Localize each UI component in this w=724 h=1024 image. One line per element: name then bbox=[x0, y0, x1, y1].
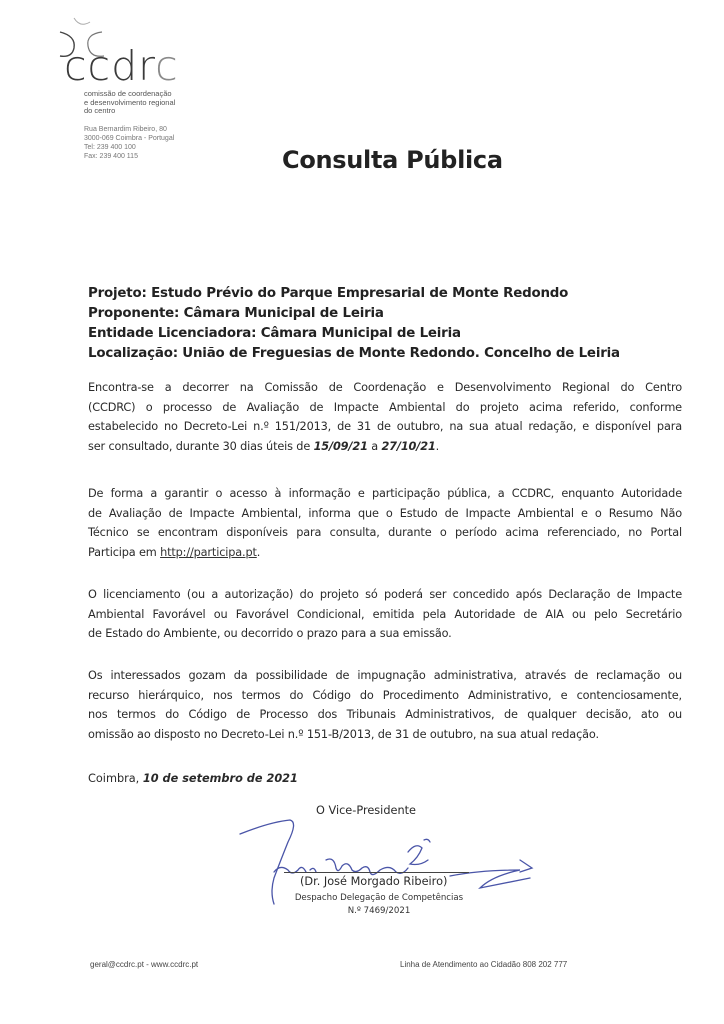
project-licensing-entity: Entidade Licenciadora: Câmara Municipal de Leiria bbox=[88, 326, 461, 341]
paragraph-appeal-rights bbox=[88, 666, 682, 744]
organization-name bbox=[84, 90, 175, 116]
text-line: Encontra-se a decorrer na Comissão de Coordenação e Desenvolvimento Regional do Centro bbox=[88, 381, 682, 394]
text-line bbox=[88, 543, 682, 563]
dispatch-number: N.º 7469/2021 bbox=[347, 906, 411, 916]
signatory-role: O Vice-Presidente bbox=[316, 804, 416, 817]
text-line: Técnico se encontram disponíveis para consulta, durante o período acima referenciado, no Portal bbox=[88, 526, 682, 539]
text-fragment: . bbox=[435, 439, 440, 453]
ccdrc-logo: ccdrc bbox=[64, 42, 179, 90]
project-name: Projeto: Estudo Prévio do Parque Empresarial de Monte Redondo bbox=[88, 286, 569, 301]
text-line: de Estado do Ambiente, ou decorrido o prazo para a sua emissão. bbox=[88, 627, 452, 640]
document-title: Consulta Pública bbox=[282, 146, 503, 174]
org-name-line: e desenvolvimento regional bbox=[84, 97, 176, 107]
text-line: De forma a garantir o acesso à informação e participação pública, a CCDRC, enquanto Autoridade bbox=[88, 487, 682, 500]
text-line bbox=[88, 437, 682, 457]
consultation-end-date: 27/10/21 bbox=[381, 439, 436, 453]
footer-contact: geral@ccdrc.pt - www.ccdrc.pt bbox=[90, 960, 199, 969]
project-proponent: Proponente: Câmara Municipal de Leiria bbox=[88, 306, 384, 321]
address-street: Rua Bernardim Ribeiro, 80 bbox=[84, 126, 167, 133]
text-fragment: ser consultado, durante 30 dias úteis de bbox=[88, 439, 314, 453]
project-location: Localização: União de Freguesias de Monte Redondo. Concelho de Leiria bbox=[88, 346, 620, 361]
paragraph-licensing bbox=[88, 585, 682, 644]
text-line: nos termos do Código de Processo dos Tribunais Administrativos, de qualquer decisão, ato ou bbox=[88, 708, 682, 721]
signature-line bbox=[284, 872, 469, 873]
dispatch-title: Despacho Delegação de Competências bbox=[294, 893, 464, 903]
text-fragment: . bbox=[256, 545, 261, 559]
footer-helpline: Linha de Atendimento ao Cidadão 808 202 777 bbox=[400, 960, 568, 969]
signatory-name: (Dr. José Morgado Ribeiro) bbox=[300, 875, 448, 888]
text-line: estabelecido no Decreto-Lei n.º 151/2013, de 31 de outubro, na sua atual redação, e disponível para bbox=[88, 420, 682, 433]
project-info bbox=[88, 284, 688, 364]
text-line: de Avaliação de Impacte Ambiental, informa que o Estudo de Impacte Ambiental e o Resumo Não bbox=[88, 506, 682, 520]
text-line: Ambiental Favorável ou Favorável Condicional, emitida pela Autoridade de AIA ou pelo Secretário bbox=[88, 607, 682, 621]
text-line: omissão ao disposto no Decreto-Lei n.º 151-B/2013, de 31 de outubro, na sua atual redação. bbox=[88, 727, 599, 741]
organization-address bbox=[84, 125, 174, 161]
paragraph-consultation-period bbox=[88, 378, 682, 456]
paragraph-access-information bbox=[88, 484, 682, 562]
address-fax: Fax: 239 400 115 bbox=[84, 153, 138, 160]
address-phone: Tel: 239 400 100 bbox=[84, 144, 136, 151]
text-line: (CCDRC) o processo de Avaliação de Impacte Ambiental do projeto acima referido, conforme bbox=[88, 400, 682, 414]
place: Coimbra, bbox=[88, 772, 143, 785]
participa-portal-link[interactable]: http://participa.pt bbox=[160, 545, 257, 559]
delegation-dispatch bbox=[284, 892, 474, 918]
document-date: 10 de setembro de 2021 bbox=[142, 772, 298, 785]
text-fragment: Participa em bbox=[88, 545, 161, 559]
text-line: O licenciamento (ou a autorização) do projeto só poderá ser concedido após Declaração de Impacte bbox=[88, 588, 682, 601]
text-fragment: a bbox=[367, 439, 382, 453]
text-line: recurso hierárquico, nos termos do Código do Procedimento Administrativo, e contenciosamente, bbox=[88, 688, 682, 702]
consultation-start-date: 15/09/21 bbox=[313, 439, 368, 453]
place-and-date bbox=[88, 772, 298, 785]
org-name-line: comissão de coordenação bbox=[84, 89, 172, 98]
address-city: 3000-069 Coimbra - Portugal bbox=[84, 135, 175, 142]
org-name-line: do centro bbox=[84, 106, 116, 115]
text-line: Os interessados gozam da possibilidade de impugnação administrativa, através de reclamação ou bbox=[88, 669, 682, 682]
